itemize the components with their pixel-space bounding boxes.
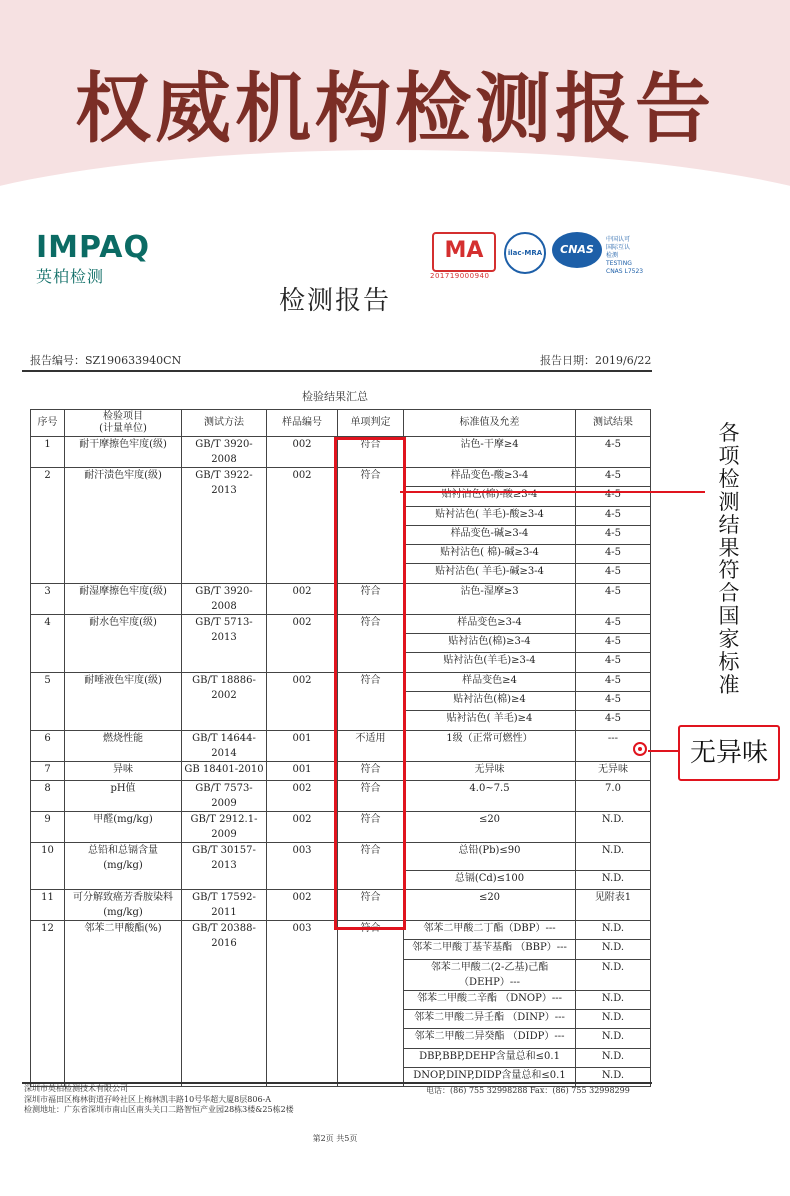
page-number: 第2页 共5页 (312, 1134, 358, 1143)
cell-standard: 总镉(Cd)≤100 (404, 870, 576, 889)
cell-result: 4-5 (576, 487, 651, 506)
cell-standard: 贴衬沾色(棉)-酸≥3-4 (404, 487, 576, 506)
cell-standard: 1级（正常可燃性） (404, 730, 576, 761)
cell-standard: 4.0~7.5 (404, 780, 576, 811)
cell-result: N.D. (576, 842, 651, 870)
cell-no: 11 (31, 890, 65, 921)
cell-standard: 样品变色-酸≥3-4 (404, 468, 576, 487)
header-cell: 序号 (31, 410, 65, 437)
cell-sample: 002 (267, 780, 338, 811)
cma-seal-icon: MA (432, 232, 496, 272)
cell-result: 4-5 (576, 614, 651, 633)
cell-result: 4-5 (576, 506, 651, 525)
cell-result: N.D. (576, 959, 651, 990)
cell-standard: 贴衬沾色(棉)≥3-4 (404, 634, 576, 653)
cell-standard: 贴衬沾色(羊毛)≥3-4 (404, 653, 576, 672)
cell-standard: DNOP,DINP,DIDP含量总和≤0.1 (404, 1067, 576, 1086)
cell-result: 4-5 (576, 564, 651, 583)
cell-result: 4-5 (576, 437, 651, 468)
cell-judgement: 符合 (338, 811, 404, 842)
cell-standard: 邻苯二甲酸二丁酯（DBP）--- (404, 921, 576, 940)
footer-contact: 电话：(86) 755 32998288 Fax：(86) 755 32998299 (426, 1086, 630, 1095)
target-dot-icon (638, 747, 642, 751)
document-title: 检测报告 (278, 286, 391, 316)
page-title: 权威机构检测报告 (75, 64, 715, 153)
cell-result: 4-5 (576, 691, 651, 710)
cell-standard: 邻苯二甲酸二辛酯 （DNOP）--- (404, 990, 576, 1009)
cell-standard: 样品变色≥3-4 (404, 614, 576, 633)
cell-result: 4-5 (576, 634, 651, 653)
cell-sample: 002 (267, 672, 338, 730)
cell-no: 8 (31, 780, 65, 811)
cell-standard: 沾色-干摩≥4 (404, 437, 576, 468)
cell-result: N.D. (576, 870, 651, 889)
cell-sample: 002 (267, 583, 338, 614)
cell-judgement: 符合 (338, 890, 404, 921)
cell-standard: 沾色-湿摩≥3 (404, 583, 576, 614)
cell-result: 4-5 (576, 711, 651, 730)
header-divider (22, 370, 652, 372)
cell-judgement: 符合 (338, 842, 404, 889)
cell-no: 12 (31, 921, 65, 1087)
cell-method: GB/T 20388- 2016 (182, 921, 267, 1087)
header-cell: 测试方法 (182, 410, 267, 437)
cell-item: 耐唾液色牢度(级) (65, 672, 182, 730)
cell-result: N.D. (576, 1067, 651, 1086)
cell-sample: 002 (267, 468, 338, 584)
cell-result: 4-5 (576, 653, 651, 672)
cell-standard: 贴衬沾色( 羊毛)-酸≥3-4 (404, 506, 576, 525)
cell-judgement: 符合 (338, 780, 404, 811)
cell-method: GB 18401-2010 (182, 761, 267, 780)
cell-sample: 003 (267, 842, 338, 889)
cell-standard: 贴衬沾色( 羊毛)≥4 (404, 711, 576, 730)
cell-sample: 002 (267, 890, 338, 921)
report-number: 报告编号：SZ190633940CN (30, 354, 182, 367)
cell-result: 4-5 (576, 525, 651, 544)
report-date: 报告日期：2019/6/22 (540, 354, 652, 367)
cell-no: 7 (31, 761, 65, 780)
header-cell: 样品编号 (267, 410, 338, 437)
no-odor-callout: 无异味 (678, 725, 780, 781)
cell-standard: 贴衬沾色( 羊毛)-碱≥3-4 (404, 564, 576, 583)
cell-result: N.D. (576, 1048, 651, 1067)
cell-no: 10 (31, 842, 65, 889)
cell-item: 异味 (65, 761, 182, 780)
cell-result: 见附表1 (576, 890, 651, 921)
cell-standard: 邻苯二甲酸丁基苄基酯 （BBP）--- (404, 940, 576, 959)
cell-item: 可分解致癌芳香胺染料 (mg/kg) (65, 890, 182, 921)
cell-standard: 样品变色≥4 (404, 672, 576, 691)
cell-result: 4-5 (576, 672, 651, 691)
cell-no: 6 (31, 730, 65, 761)
cell-result: N.D. (576, 1029, 651, 1048)
footer-address: 深圳市英柏检测技术有限公司 深圳市福田区梅林街道孖岭社区上梅林凯丰路10号华超大厦8层806-A 检测地址：广东省深圳市南山区南头关口二路智恒产业园28栋3楼&25栋2楼 (24, 1084, 294, 1114)
cell-method: GB/T 3920-2008 (182, 437, 267, 468)
cell-no: 1 (31, 437, 65, 468)
cell-judgement: 符合 (338, 761, 404, 780)
cell-item: 邻苯二甲酸酯(%) (65, 921, 182, 1087)
cell-sample: 001 (267, 761, 338, 780)
cell-result: N.D. (576, 811, 651, 842)
cell-standard: 样品变色-碱≥3-4 (404, 525, 576, 544)
annotation-side-text: 各项检测结果符合国家标准 (718, 421, 740, 697)
cell-no: 3 (31, 583, 65, 614)
header-cell: 检验项目 (计量单位) (65, 410, 182, 437)
annotation-pointer-line (400, 491, 705, 493)
cell-result: N.D. (576, 1010, 651, 1029)
cell-result: 4-5 (576, 545, 651, 564)
cell-result: --- (576, 730, 651, 761)
cell-standard: 无异味 (404, 761, 576, 780)
cell-sample: 001 (267, 730, 338, 761)
callout-pointer-line (648, 750, 678, 752)
cell-result: 4-5 (576, 583, 651, 614)
header-cell: 标准值及允差 (404, 410, 576, 437)
cell-result: 7.0 (576, 780, 651, 811)
cell-item: 耐干摩擦色牢度(级) (65, 437, 182, 468)
cell-sample: 002 (267, 811, 338, 842)
header-cell: 单项判定 (338, 410, 404, 437)
cell-method: GB/T 3922-2013 (182, 468, 267, 584)
cell-judgement: 符合 (338, 468, 404, 584)
cell-judgement: 不适用 (338, 730, 404, 761)
cell-sample: 003 (267, 921, 338, 1087)
cell-standard: 贴衬沾色(棉)≥4 (404, 691, 576, 710)
cell-judgement: 符合 (338, 583, 404, 614)
cell-method: GB/T 17592- 2011 (182, 890, 267, 921)
table-header-row (31, 410, 651, 437)
cell-result: 无异味 (576, 761, 651, 780)
cell-standard: 邻苯二甲酸二(2-乙基)己酯 （DEHP）--- (404, 959, 576, 990)
cell-method: GB/T 7573-2009 (182, 780, 267, 811)
cell-method: GB/T 14644- 2014 (182, 730, 267, 761)
cell-item: 耐汗渍色牢度(级) (65, 468, 182, 584)
cell-result: 4-5 (576, 468, 651, 487)
cell-item: 甲醛(mg/kg) (65, 811, 182, 842)
cma-number: 201719000940 (430, 272, 490, 280)
cell-result: N.D. (576, 921, 651, 940)
summary-caption: 检验结果汇总 (302, 390, 368, 403)
cnas-seal-icon: CNAS (552, 232, 602, 268)
cell-item: 燃烧性能 (65, 730, 182, 761)
cell-method: GB/T 18886- 2002 (182, 672, 267, 730)
logo-wordmark: IMPAQ (36, 230, 150, 265)
cell-standard: 贴衬沾色( 棉)-碱≥3-4 (404, 545, 576, 564)
cell-no: 2 (31, 468, 65, 584)
cell-no: 4 (31, 614, 65, 672)
cell-method: GB/T 30157- 2013 (182, 842, 267, 889)
cell-no: 5 (31, 672, 65, 730)
cell-item: 耐水色牢度(级) (65, 614, 182, 672)
cell-item: pH值 (65, 780, 182, 811)
cell-item: 总铅和总镉含量 (mg/kg) (65, 842, 182, 889)
cell-sample: 002 (267, 437, 338, 468)
cell-standard: DBP,BBP,DEHP含量总和≤0.1 (404, 1048, 576, 1067)
cell-item: 耐湿摩擦色牢度(级) (65, 583, 182, 614)
cell-judgement: 符合 (338, 437, 404, 468)
ilac-mra-seal-icon: ilac-MRA (504, 232, 546, 274)
cell-standard: 邻苯二甲酸二异癸酯 （DIDP）--- (404, 1029, 576, 1048)
logo-subtitle: 英柏检测 (36, 267, 105, 286)
judgement-highlight-box (334, 437, 406, 930)
cell-standard: 总铅(Pb)≤90 (404, 842, 576, 870)
impaq-logo (36, 232, 150, 287)
cell-no: 9 (31, 811, 65, 842)
cell-method: GB/T 5713-2013 (182, 614, 267, 672)
cell-sample: 002 (267, 614, 338, 672)
cell-standard: ≤20 (404, 890, 576, 921)
cell-judgement: 符合 (338, 672, 404, 730)
cell-method: GB/T 2912.1- 2009 (182, 811, 267, 842)
cell-standard: ≤20 (404, 811, 576, 842)
cell-judgement: 符合 (338, 921, 404, 1087)
header-cell: 测试结果 (576, 410, 651, 437)
cell-result: N.D. (576, 940, 651, 959)
cell-standard: 邻苯二甲酸二异壬酯 （DINP）--- (404, 1010, 576, 1029)
cnas-caption: 中国认可 国际互认 检测 TESTING CNAS L7523 (606, 236, 644, 275)
cell-result: N.D. (576, 990, 651, 1009)
cell-judgement: 符合 (338, 614, 404, 672)
cell-method: GB/T 3920-2008 (182, 583, 267, 614)
